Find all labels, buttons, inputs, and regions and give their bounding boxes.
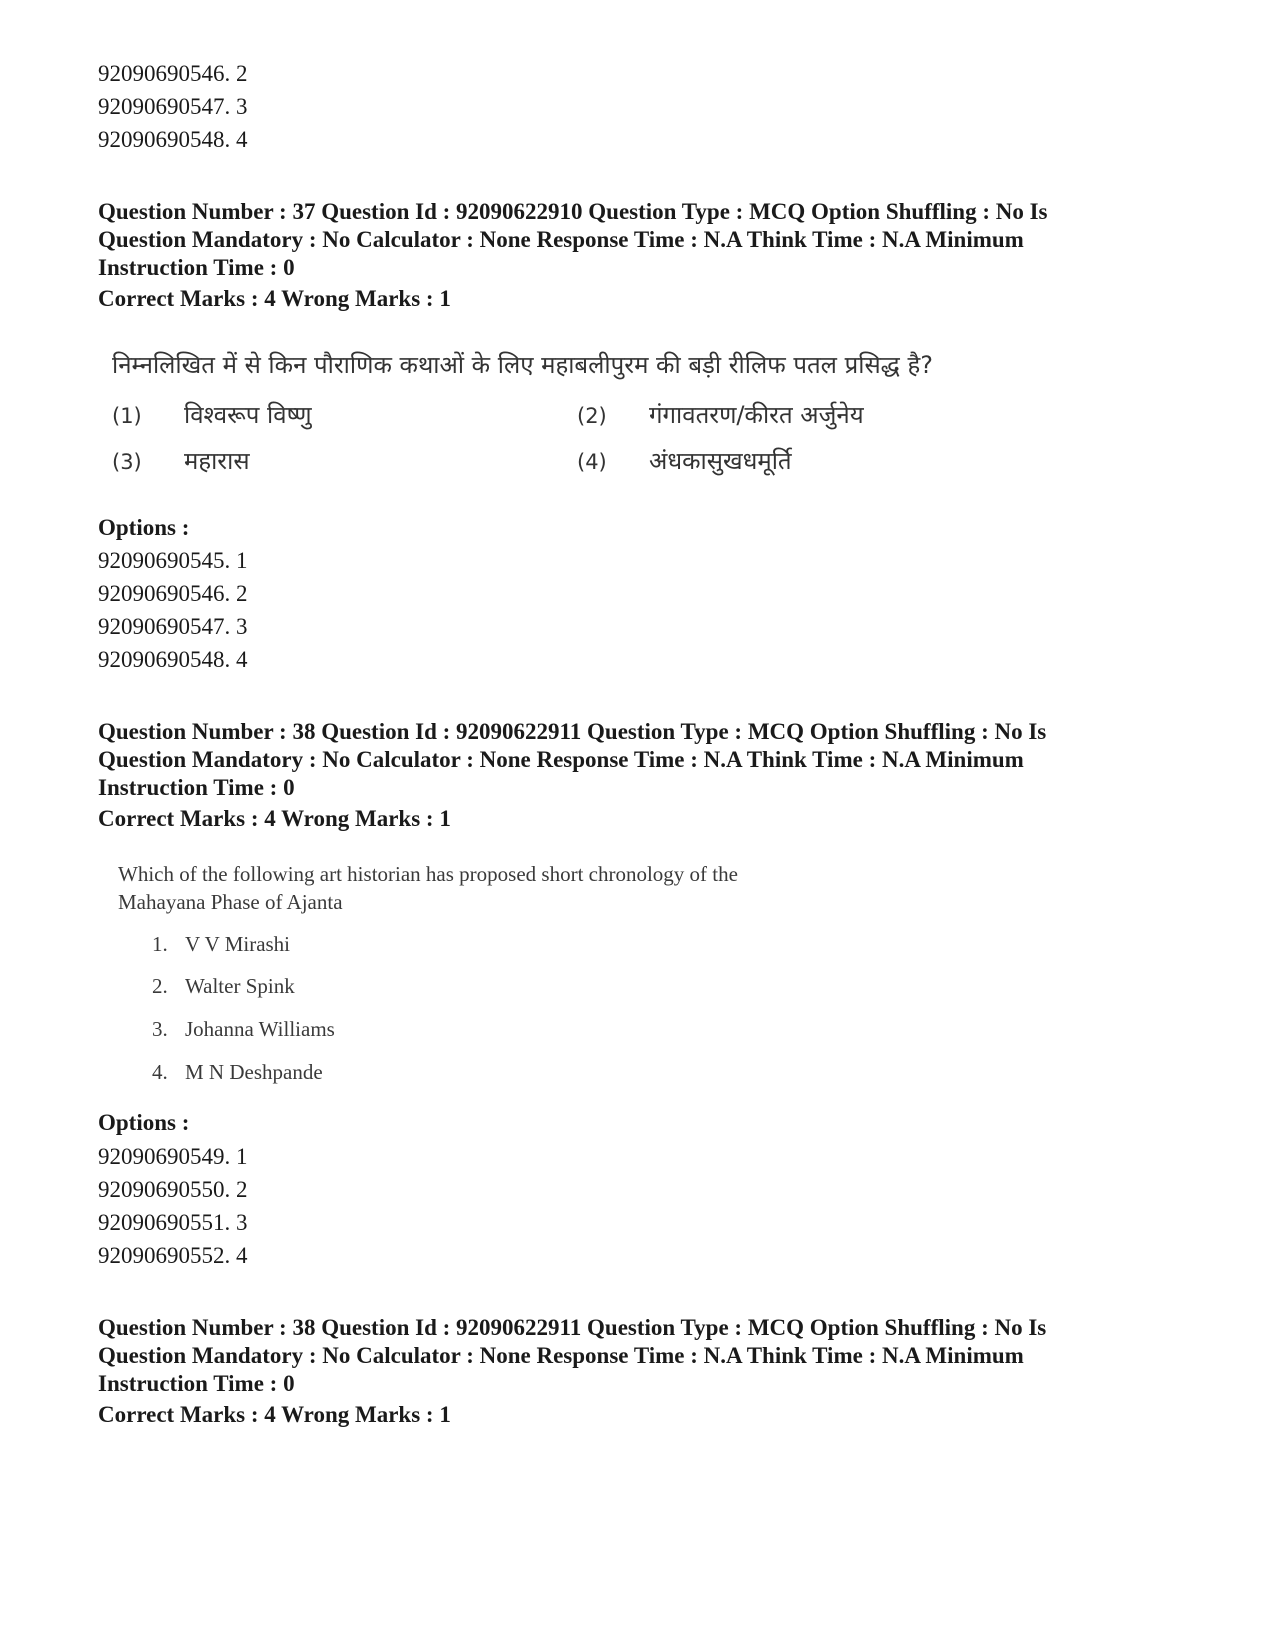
choice-3 (152, 1017, 335, 1042)
choice-text: V V Mirashi (185, 932, 291, 956)
question-37-header (98, 198, 1158, 282)
option-line: 92090690552. 4 (98, 1243, 248, 1268)
choice-text: गंगावतरण/कीरत अर्जुनेय (649, 401, 864, 429)
choice-3 (112, 444, 250, 477)
option-line: 92090690548. 4 (98, 127, 248, 152)
header-line: Question Number : 38 Question Id : 92090622911 Question Type : MCQ Option Shuffling : No Is (98, 719, 1047, 744)
question-line: Mahayana Phase of Ajanta (118, 890, 343, 914)
choice-4 (152, 1060, 323, 1085)
question-38-marks: Correct Marks : 4 Wrong Marks : 1 (98, 806, 451, 831)
choice-1 (152, 932, 290, 957)
option-line: 92090690549. 1 (98, 1144, 248, 1169)
option-line: 92090690548. 4 (98, 647, 248, 672)
header-line: Question Mandatory : No Calculator : None Response Time : N.A Think Time : N.A Minimum (98, 747, 1024, 772)
question-37-body (112, 348, 1012, 498)
choice-2 (577, 398, 864, 431)
question-line: Which of the following art historian has proposed short chronology of the (118, 862, 738, 886)
header-line: Question Mandatory : No Calculator : None Response Time : N.A Think Time : N.A Minimum (98, 1343, 1024, 1368)
option-line: 92090690547. 3 (98, 94, 248, 119)
choice-1 (112, 398, 312, 431)
option-line: 92090690550. 2 (98, 1177, 248, 1202)
choice-text: M N Deshpande (185, 1060, 323, 1084)
option-line: 92090690545. 1 (98, 548, 248, 573)
choice-number: (4) (577, 450, 607, 474)
header-line: Question Number : 37 Question Id : 92090622910 Question Type : MCQ Option Shuffling : No Is (98, 199, 1048, 224)
choice-text: Walter Spink (185, 974, 295, 998)
choice-number: 1. (152, 932, 168, 956)
choice-number: 4. (152, 1060, 168, 1084)
header-line: Question Number : 38 Question Id : 92090622911 Question Type : MCQ Option Shuffling : No Is (98, 1315, 1047, 1340)
options-label: Options : (98, 515, 190, 540)
question-37-marks: Correct Marks : 4 Wrong Marks : 1 (98, 286, 451, 311)
question-38-repeat-header (98, 1314, 1158, 1398)
question-38-body (118, 860, 878, 1105)
option-line: 92090690551. 3 (98, 1210, 248, 1235)
header-line: Question Mandatory : No Calculator : None Response Time : N.A Think Time : N.A Minimum (98, 227, 1024, 252)
choice-number: 2. (152, 974, 168, 998)
choice-number: 3. (152, 1017, 168, 1041)
choice-number: (3) (112, 450, 142, 474)
choice-text: महारास (184, 447, 250, 475)
question-text: निम्नलिखित में से किन पौराणिक कथाओं के लिए महाबलीपुरम की बड़ी रीलिफ पतल प्रसिद्ध है? (112, 351, 933, 379)
option-line: 92090690546. 2 (98, 581, 248, 606)
choice-number: (1) (112, 404, 142, 428)
choice-text: विश्वरूप विष्णु (184, 401, 312, 429)
question-38-header (98, 718, 1158, 802)
header-line: Instruction Time : 0 (98, 1371, 295, 1396)
option-line: 92090690547. 3 (98, 614, 248, 639)
header-line: Instruction Time : 0 (98, 255, 295, 280)
choice-text: Johanna Williams (185, 1017, 335, 1041)
option-line: 92090690546. 2 (98, 61, 248, 86)
choice-number: (2) (577, 404, 607, 428)
choice-2 (152, 974, 295, 999)
question-38-repeat-marks: Correct Marks : 4 Wrong Marks : 1 (98, 1402, 451, 1427)
choice-text: अंधकासुखधमूर्ति (649, 447, 792, 475)
choice-4 (577, 444, 792, 477)
options-label: Options : (98, 1110, 190, 1135)
question-text (118, 860, 878, 916)
header-line: Instruction Time : 0 (98, 775, 295, 800)
